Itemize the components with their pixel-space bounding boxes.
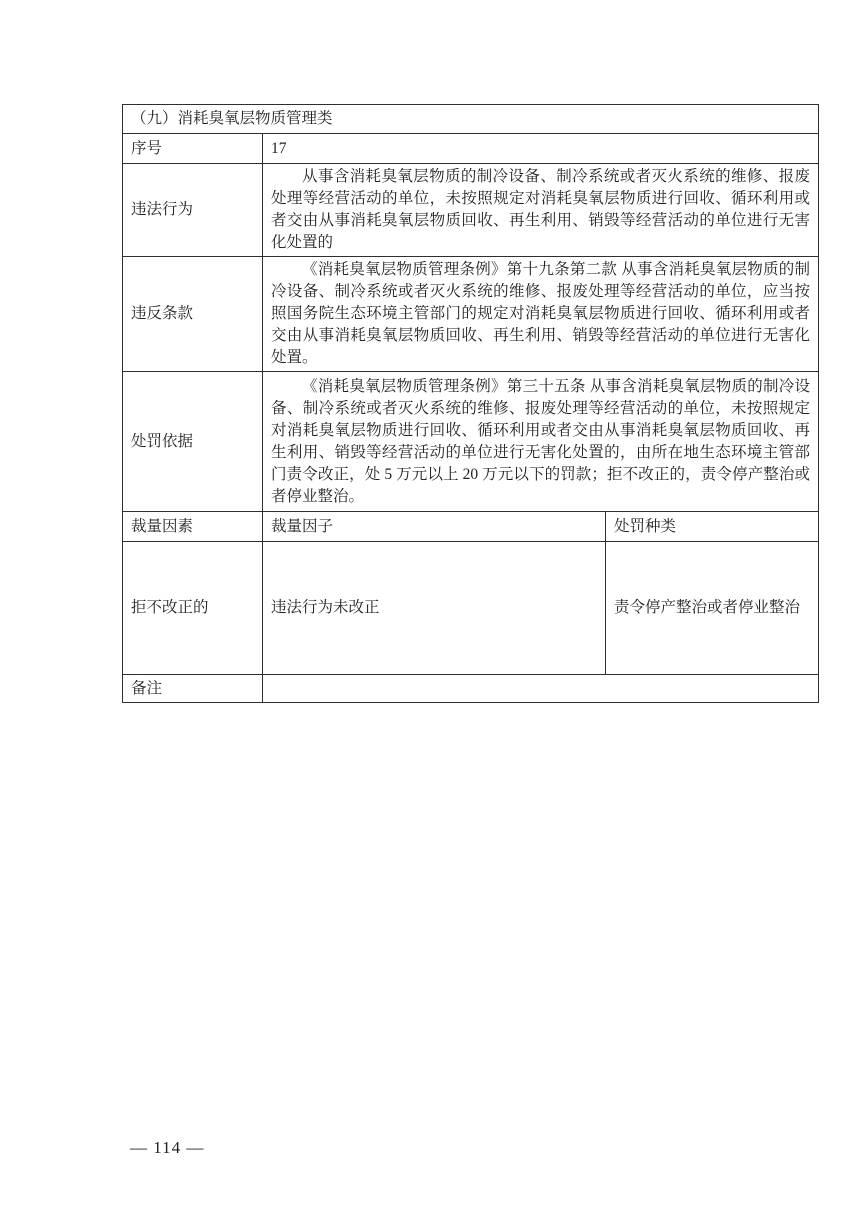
table-row (123, 134, 819, 164)
illegal-act-label: 违法行为 (123, 164, 263, 257)
violated-clause-label: 违反条款 (123, 257, 263, 372)
table-row (123, 542, 819, 675)
discretion-category-header: 裁量因素 (123, 512, 263, 542)
serial-number-label: 序号 (123, 134, 263, 164)
discretion-factor-value: 违法行为未改正 (263, 542, 606, 675)
page-number: — 114 — (130, 1138, 205, 1157)
table-row (123, 105, 819, 134)
penalty-basis-value: 《消耗臭氧层物质管理条例》第三十五条 从事含消耗臭氧层物质的制冷设备、制冷系统或者灭火系统的维修、报废处理等经营活动的单位，未按照规定对消耗臭氧层物质进行回收、循环利用或者交由从事消耗臭氧层物质回收、再生利用、销毁等经营活动的单位进行无害化处置的，由所在地生态环境主管部门责令改正，处 5 万元以上 20 万元以下的罚款；拒不改正的，责令停产整治或者停业整治。 (263, 372, 819, 512)
table-row (123, 372, 819, 512)
section-title: （九）消耗臭氧层物质管理类 (123, 105, 819, 134)
regulation-table (122, 104, 819, 703)
table-row (123, 257, 819, 372)
table-row (123, 164, 819, 257)
illegal-act-value: 从事含消耗臭氧层物质的制冷设备、制冷系统或者灭火系统的维修、报废处理等经营活动的单位，未按照规定对消耗臭氧层物质进行回收、循环利用或者交由从事消耗臭氧层物质回收、再生利用、销毁等经营活动的单位进行无害化处置的 (263, 164, 819, 257)
remark-value (263, 675, 819, 703)
penalty-type-header: 处罚种类 (606, 512, 819, 542)
violated-clause-value: 《消耗臭氧层物质管理条例》第十九条第二款 从事含消耗臭氧层物质的制冷设备、制冷系统或者灭火系统的维修、报废处理等经营活动的单位，应当按照国务院生态环境主管部门的规定对消耗臭氧层物质进行回收、循环利用或者交由从事消耗臭氧层物质回收、再生利用、销毁等经营活动的单位进行无害化处置。 (263, 257, 819, 372)
discretion-factor-header: 裁量因子 (263, 512, 606, 542)
discretion-category-value: 拒不改正的 (123, 542, 263, 675)
table-row (123, 675, 819, 703)
penalty-type-value: 责令停产整治或者停业整治 (606, 542, 819, 675)
table-row (123, 512, 819, 542)
serial-number-value: 17 (263, 134, 819, 164)
remark-label: 备注 (123, 675, 263, 703)
penalty-basis-label: 处罚依据 (123, 372, 263, 512)
